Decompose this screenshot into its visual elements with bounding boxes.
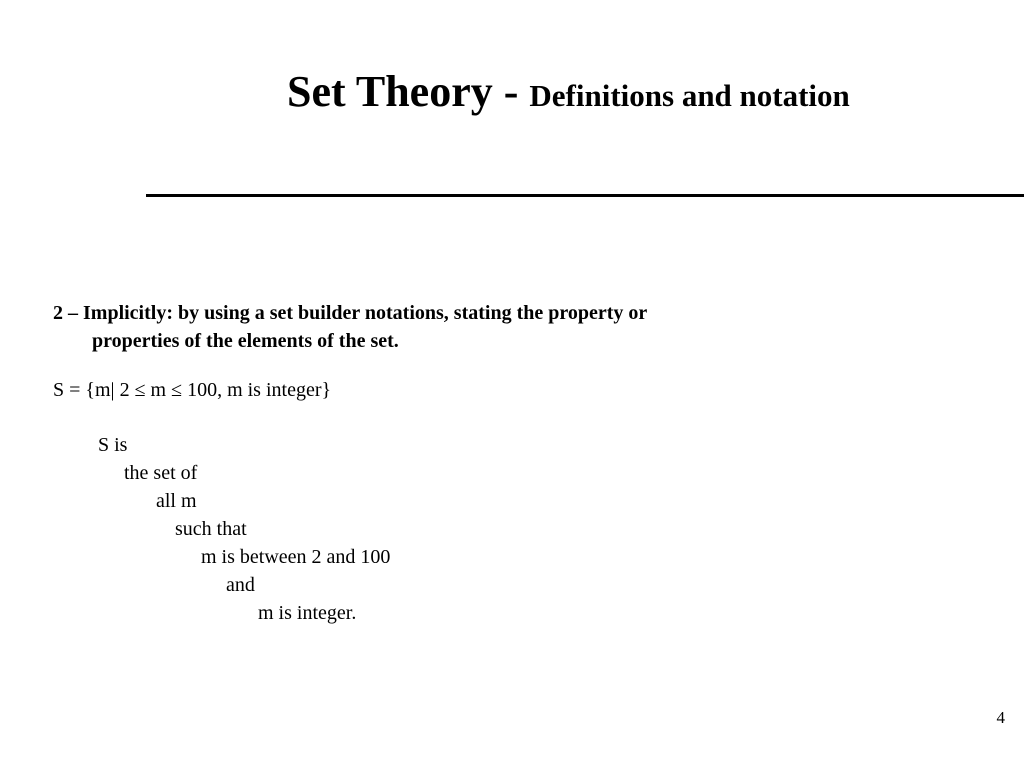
slide-title (287, 67, 850, 116)
intro-line-2: properties of the elements of the set. (92, 330, 399, 352)
reading-line: the set of (124, 462, 198, 484)
reading-line: all m (156, 490, 197, 512)
set-builder-expression: S = {m| 2 ≤ m ≤ 100, m is integer} (53, 379, 332, 401)
implicit-definition-paragraph (53, 299, 873, 355)
title-subtitle: Definitions and notation (529, 78, 850, 113)
reading-line: and (226, 574, 255, 596)
title-main: Set Theory - (287, 67, 530, 116)
reading-line: m is between 2 and 100 (201, 546, 391, 568)
set-reading-breakdown (0, 431, 390, 627)
page-number: 4 (996, 708, 1005, 727)
title-underline-divider (146, 194, 1024, 197)
reading-line: S is (98, 434, 128, 456)
intro-line-1: 2 – Implicitly: by using a set builder notations, stating the property or (53, 302, 648, 324)
reading-line: such that (175, 518, 247, 540)
reading-line: m is integer. (258, 602, 357, 624)
